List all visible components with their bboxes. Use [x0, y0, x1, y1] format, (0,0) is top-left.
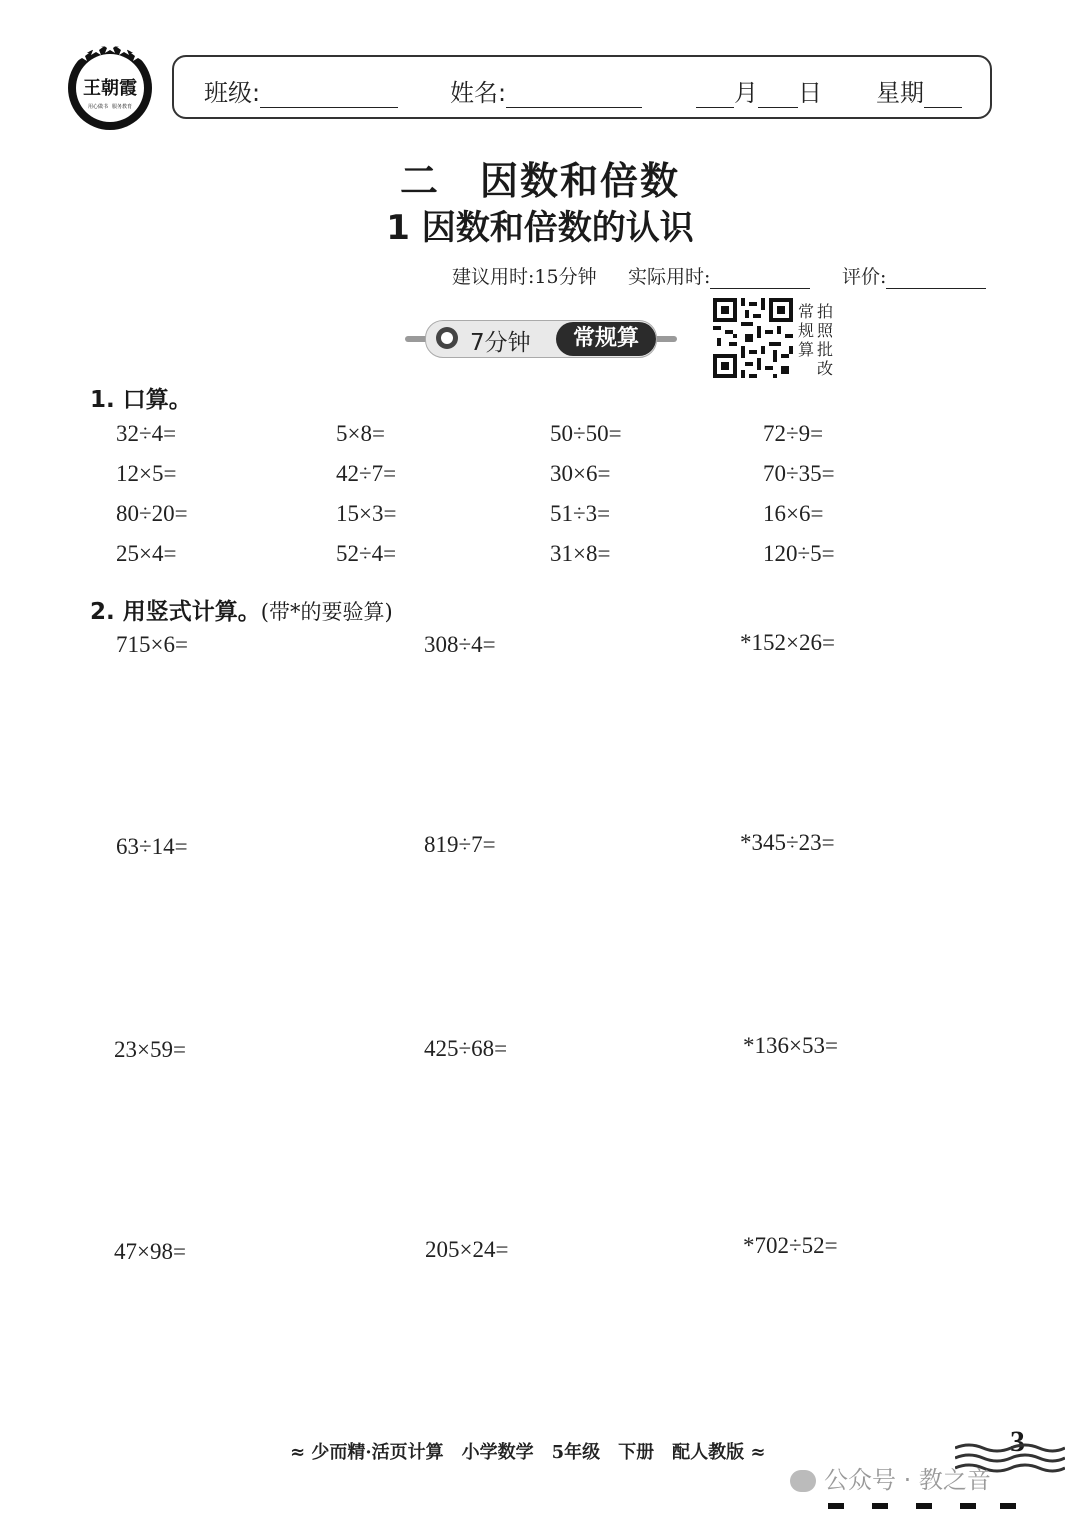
vertical-problem: 205×24= — [425, 1237, 509, 1262]
day-label: 日 — [798, 79, 822, 107]
oral-problem: 12×5= — [116, 461, 177, 486]
name-label: 姓名: — [450, 79, 507, 107]
class-blank[interactable] — [260, 85, 398, 108]
oral-problem: 72÷9= — [763, 421, 824, 446]
oral-problem: 42÷7= — [336, 461, 397, 486]
vertical-problem: *702÷52= — [743, 1233, 838, 1258]
section2-note: (带*的要验算) — [260, 600, 393, 624]
actual-time-blank[interactable] — [710, 266, 810, 289]
vertical-problem: *136×53= — [743, 1033, 838, 1058]
oral-problem: 25×4= — [116, 541, 177, 566]
vertical-problem: 308÷4= — [424, 632, 496, 657]
name-field[interactable] — [450, 73, 642, 108]
class-label: 班级: — [204, 79, 261, 107]
oral-problem: 80÷20= — [116, 501, 188, 526]
footer-dashes — [828, 1496, 1018, 1504]
oral-problem: 15×3= — [336, 501, 397, 526]
oral-problem: 31×8= — [550, 541, 611, 566]
qr-code[interactable] — [713, 298, 793, 378]
evaluation-blank[interactable] — [886, 266, 986, 289]
vertical-problem: 23×59= — [114, 1037, 186, 1062]
evaluation-label: 评价: — [842, 266, 887, 288]
wechat-icon — [790, 1470, 816, 1492]
vertical-problem: *345÷23= — [740, 830, 835, 855]
badge-tag: 常规算 — [556, 322, 656, 356]
footer-series-text: ≈ 少而精·活页计算 小学数学 5年级 下册 配人教版 ≈ — [290, 1442, 766, 1463]
oral-problem: 30×6= — [550, 461, 611, 486]
oral-problem: 32÷4= — [116, 421, 177, 446]
oral-problem: 70÷35= — [763, 461, 835, 486]
section2-title — [90, 593, 393, 626]
name-blank[interactable] — [506, 85, 642, 108]
logo-text: 王朝霞 — [83, 78, 137, 99]
evaluation-field[interactable] — [842, 262, 986, 289]
day-blank[interactable] — [758, 85, 798, 108]
badge-time: 7分钟 — [470, 330, 531, 356]
logo-slogan-right: 服务教育 — [111, 104, 133, 110]
lesson-title: 1 因数和倍数的认识 — [386, 208, 694, 248]
date-field[interactable] — [696, 73, 822, 108]
vertical-problem: 425÷68= — [424, 1036, 508, 1061]
oral-problem: 50÷50= — [550, 421, 622, 446]
oral-problem: 51÷3= — [550, 501, 611, 526]
vertical-problem: 715×6= — [116, 632, 188, 657]
section1-title: 1. 口算。 — [90, 387, 192, 413]
weekday-label: 星期 — [876, 79, 924, 107]
qr-label-2: 拍照批改 — [817, 302, 834, 378]
time-badge — [425, 320, 657, 358]
weekday-field[interactable] — [876, 73, 962, 108]
watermark — [790, 1460, 991, 1495]
class-field[interactable] — [204, 73, 398, 108]
oral-problem: 52÷4= — [336, 541, 397, 566]
student-info-box — [172, 55, 992, 119]
oral-problem: 120÷5= — [763, 541, 835, 566]
qr-label-1: 常规算 — [798, 302, 815, 359]
actual-time-label: 实际用时: — [628, 266, 711, 288]
month-blank[interactable] — [696, 85, 734, 108]
logo-slogan-left: 用心做书 — [87, 104, 109, 110]
section2-title-text: 2. 用竖式计算。 — [90, 599, 261, 625]
watermark-text: 公众号 · 教之音 — [824, 1466, 991, 1494]
actual-time-field[interactable] — [628, 262, 810, 289]
vertical-problem: 47×98= — [114, 1239, 186, 1264]
weekday-blank[interactable] — [924, 85, 962, 108]
medal-icon — [436, 327, 458, 349]
month-label: 月 — [734, 79, 758, 107]
vertical-problem: *152×26= — [740, 630, 835, 655]
publisher-logo — [62, 38, 158, 134]
suggested-time: 建议用时:15分钟 — [452, 266, 597, 288]
page-number: 3 — [1010, 1425, 1025, 1458]
oral-problem: 16×6= — [763, 501, 824, 526]
oral-problem: 5×8= — [336, 421, 385, 446]
vertical-problem: 63÷14= — [116, 834, 188, 859]
unit-title: 二 因数和倍数 — [399, 159, 680, 203]
vertical-problem: 819÷7= — [424, 832, 496, 857]
